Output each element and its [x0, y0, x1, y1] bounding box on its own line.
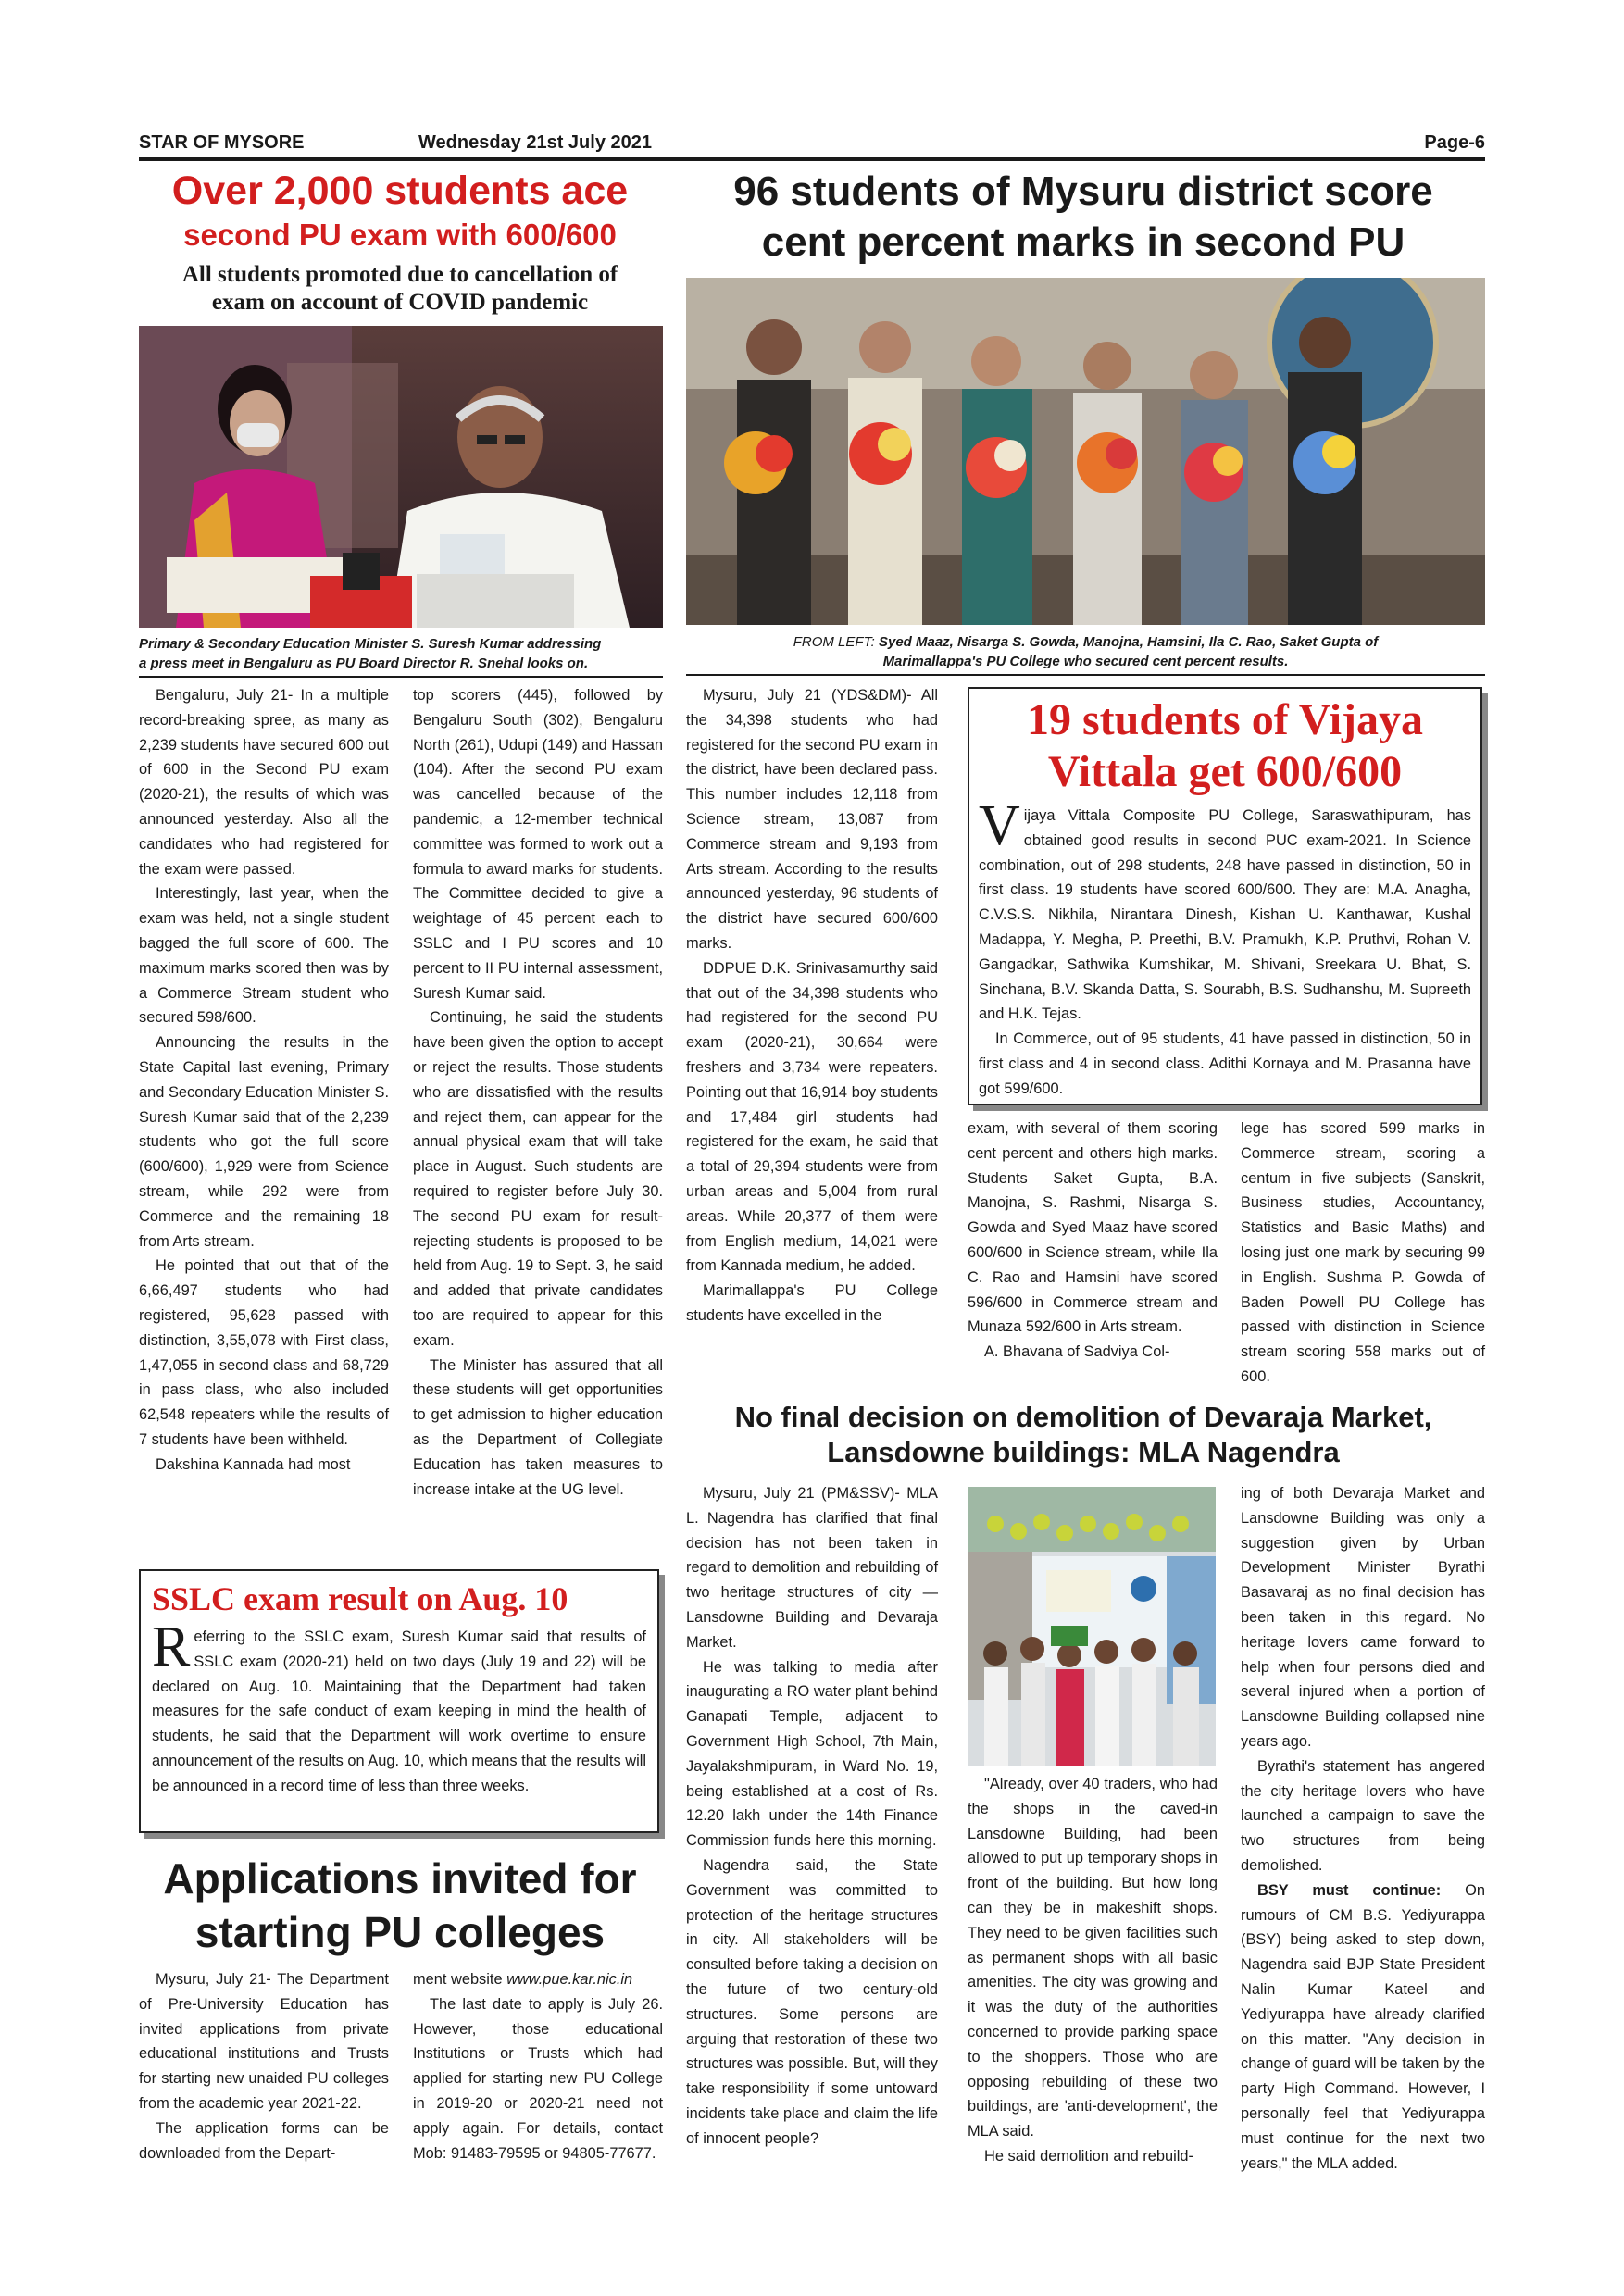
vijaya-paragraph: [979, 794, 1471, 1027]
story1-headline-line1: Over 2,000 students ace: [171, 168, 629, 213]
devaraja-headline-line2: Lansdowne buildings: MLA Nagendra: [827, 1436, 1340, 1468]
sslc-text: eferring to the SSLC exam, Suresh Kumar said that results of SSLC exam (2020-21) held on two days (July 19 and 22) will be declared on Aug. 10. Maintaining that the Department had taken measures for the safe conduct of exam keeping in mind the health of students, he said that the Department will work overtime to ensure announcement of the results on Aug. 10, which means that the results will be announced in a record time of less than three weeks.: [152, 1628, 646, 1794]
applications-lead: ment website: [413, 1971, 507, 1988]
story1-column-1: [139, 683, 389, 1478]
press-meet-caption-2: a press meet in Bengaluru as PU Board Director R. Snehal looks on.: [139, 655, 589, 671]
story2-caption-rule: [686, 674, 1485, 676]
story2-column-3: [1241, 1117, 1485, 1390]
masthead-rule: [139, 157, 1485, 161]
sslc-dropcap: R: [152, 1616, 191, 1678]
ro-plant-photo: [968, 1487, 1216, 1766]
devaraja-paragraph: "Already, over 40 traders, who had the shops in the caved-in Lansdowne Building, had been allowed to put up temporary shops in front of the building. But how long can they be in makeshift shops. They need to be given facilities such as permanent shops with all basic amenities. The city was growing and it was the duty of the authorities concerned to provide parking space to the shoppers. Those who are opposing rebuilding of these two buildings, are 'anti-development', the MLA said.: [968, 1776, 1218, 2140]
story2-headline-line2: cent percent marks in second PU: [761, 219, 1405, 265]
pue-website-link[interactable]: www.pue.kar.nic.in: [506, 1971, 633, 1988]
story2-headline-line1: 96 students of Mysuru district score: [733, 168, 1433, 214]
story2-paragraph: DDPUE D.K. Srinivasamurthy said that out of the 34,398 students who had registered for the second PU exam (2020-21), 30,664 were freshers and 3,734 were repeaters. Pointing out that 16,914 boy students and 17,484 girl students had registered for the exam, he said that a total of 29,394 students were from urban areas and 5,004 from rural areas. While 20,377 of them were from English medium, 14,021 were from Kannada medium, he added.: [686, 959, 938, 1275]
press-meet-photo: [139, 326, 663, 628]
bsy-subhead: BSY must continue:: [1257, 1881, 1442, 1899]
sslc-body: [152, 1616, 646, 1799]
applications-column-1: [139, 1967, 389, 2165]
vijaya-headline-line1: 19 students of Vijaya: [1026, 695, 1424, 744]
story2-paragraph: A. Bhavana of Sadviya Col-: [984, 1343, 1170, 1361]
devaraja-paragraph: Byrathi's statement has angered the city heritage lovers who have launched a campaign to save the two structures from being demolished.: [1241, 1757, 1485, 1874]
vijaya-box: [968, 687, 1482, 1105]
devaraja-paragraph: Mysuru, July 21 (PM&SSV)- MLA L. Nagendra has clarified that final decision has not been taken in regard to demolition and rebuilding of two heritage structures of city — Lansdowne Building and Devaraja Market.: [686, 1485, 938, 1651]
story1-paragraph: Interestingly, last year, when the exam was held, not a single student bagged the full score of 600. The maximum marks scored then was by a Commerce Stream student who secured 598/600.: [139, 885, 389, 1027]
story1-paragraph: Continuing, he said the students have been given the option to accept or reject the results. Those students who are dissatisfied with the results and reject them, can appear for the annual physical exam that will take place in August. Such students are required to register before July 30. The second PU exam for result-rejecting students is proposed to be held from Aug. 19 to Sept. 3, he said and added that private candidates too are required to appear for this exam.: [413, 1009, 663, 1349]
students-caption-1: [686, 632, 1485, 652]
vijaya-paragraph: In Commerce, out of 95 students, 41 have passed in distinction, 50 in first class and 4 in second class. Adithi Kornaya and M. Prasanna have got 599/600.: [979, 1030, 1471, 1097]
story2-paragraph: Mysuru, July 21 (YDS&DM)- All the 34,398 students who had registered for the second PU exam in the district, have been declared pass. This number includes 12,118 from Science stream, 13,087 from Commerce stream and 9,193 from Arts stream. According to the results announced yesterday, 96 students of the district have secured 600/600 marks.: [686, 687, 938, 952]
page-number: Page-6: [1424, 132, 1485, 153]
story2-paragraph: lege has scored 599 marks in Commerce stream, scoring a centum in five subjects (Sanskrit, Business studies, Accountancy, Statistics and Basic Maths) and losing just one mark by securing 99 in English. Sushma P. Gowda of Baden Powell PU College has passed with distinction in Science stream scoring 558 marks out of 600.: [1241, 1120, 1485, 1385]
devaraja-paragraph: He was talking to media after inaugurating a RO water plant behind Ganapati Temple, adjacent to Government High School, 7th Main, Jayalakshmipuram, in Ward No. 19, being established at a cost of Rs. 12.20 lakh under the 14th Finance Commission funds here this morning.: [686, 1658, 938, 1850]
applications-headline-line2: starting PU colleges: [194, 1908, 606, 1956]
vijaya-headline-line2: Vittala get 600/600: [1047, 747, 1403, 796]
sslc-headline: SSLC exam result on Aug. 10: [152, 1580, 568, 1617]
applications-headline-line1: Applications invited for: [163, 1854, 637, 1903]
press-meet-caption-1: Primary & Secondary Education Minister S. Suresh Kumar addressing: [139, 636, 602, 652]
story2-column-1: [686, 683, 938, 1329]
story1-headline-line2: second PU exam with 600/600: [183, 218, 617, 252]
applications-paragraph: Mysuru, July 21- The Department of Pre-University Education has invited applications from private educational institutions and Trusts for starting new unaided PU colleges from the academic year 2021-22.: [139, 1971, 389, 2112]
devaraja-paragraph: ing of both Devaraja Market and Lansdowne Building was only a suggestion given by Urban Development Minister Byrathi Basavaraj as no final decision has been taken in this regard. No heritage lovers came forward to help when four persons died and several injured when a portion of Lansdowne Building collapsed nine years ago.: [1241, 1485, 1485, 1750]
story1-caption-rule: [139, 676, 663, 678]
story1-subhead-line2: exam on account of COVID pandemic: [211, 290, 589, 315]
story1-subhead-line1: All students promoted due to cancellation of: [181, 262, 618, 287]
applications-paragraph: The last date to apply is July 26. However, those educational Institutions or Trusts which had applied for starting new PU College in 2019-20 or 2020-21 need not apply again. For details, contact Mob: 91483-79595 or 94805-77677.: [413, 1995, 663, 2162]
students-caption-names: Syed Maaz, Nisarga S. Gowda, Manojna, Hamsini, Ila C. Rao, Saket Gupta of: [878, 634, 1379, 650]
story1-paragraph: Announcing the results in the State Capital last evening, Primary and Secondary Education Minister S. Suresh Kumar said that of the 2,239 students who got the full score (600/600), 1,929 were from Science stream, while 292 were from Commerce and the remaining 18 from Arts stream.: [139, 1034, 389, 1250]
issue-date: Wednesday 21st July 2021: [418, 132, 652, 153]
story1-paragraph: He pointed that out that of the 6,66,497 students who had registered, 95,628 passed with distinction, 3,55,078 with First class, 1,47,055 in second class and 68,729 in pass class, who also included 62,548 repeaters while the results of 7 students have been withheld.: [139, 1257, 389, 1448]
devaraja-headline-line1: No final decision on demolition of Devaraja Market,: [734, 1401, 1432, 1433]
applications-paragraph: The application forms can be downloaded from the Depart-: [139, 2119, 389, 2162]
story1-column-2: [413, 683, 663, 1502]
paper-name: STAR OF MYSORE: [139, 132, 305, 153]
students-caption-2: Marimallappa's PU College who secured cent percent results.: [882, 654, 1289, 669]
story2-column-2: [968, 1117, 1218, 1365]
bsy-text: On rumours of CM B.S. Yediyurappa (BSY) being asked to step down, Nagendra said BJP State President Nalin Kumar Kateel and Yediyurappa have already clarified on this matter. "Any decision in change of guard will be taken by the party High Command. However, I personally feel that Yediyurappa must continue for the next two years," the MLA added.: [1241, 1881, 1485, 2172]
applications-paragraph: [413, 1967, 663, 1992]
story1-paragraph: Dakshina Kannada had most: [156, 1455, 351, 1473]
vijaya-body: [979, 794, 1471, 1102]
devaraja-column-2: [968, 1772, 1218, 2169]
story2-paragraph: exam, with several of them scoring cent percent and others high marks. Students Saket Gupta, B.A. Manojna, S. Rashmi, Nisarga S. Gowda and Syed Maaz have scored 600/600 in Science stream, while Ila C. Rao and Hamsini have scored 596/600 in Commerce stream and Munaza 592/600 in Arts stream.: [968, 1120, 1218, 1336]
devaraja-paragraph: Nagendra said, the State Government was committed to protection of the heritage structures in city. All stakeholders will be consulted before taking a decision on the future of two century-old structures. Some persons are arguing that restoration of these two structures was possible. But, will they take responsibility if some untoward incidents take place and claim the life of innocent people?: [686, 1856, 938, 2147]
story1-paragraph: Bengaluru, July 21- In a multiple record-breaking spree, as many as 2,239 students have secured 600 out of 600 in the Second PU exam (2020-21), the results of which was announced yesterday. Also all the candidates who had registered for the exam were passed.: [139, 687, 389, 878]
students-photo: [686, 278, 1485, 625]
devaraja-column-3: [1241, 1481, 1485, 2176]
applications-column-2: [413, 1967, 663, 2165]
students-caption-lead: FROM LEFT:: [793, 634, 879, 650]
story2-paragraph: Marimallappa's PU College students have excelled in the: [686, 1282, 938, 1324]
sslc-box: [139, 1569, 659, 1833]
story1-paragraph: top scorers (445), followed by Bengaluru South (302), Bengaluru North (261), Udupi (149) and Hassan (104). After the second PU exam was cancelled because of the pandemic, a 12-member technical committee was formed to work out a formula to award marks for students. The Committee decided to give a weightage of 45 percent each to SSLC and I PU scores and 10 percent to II PU internal assessment, Suresh Kumar said.: [413, 687, 663, 1002]
vijaya-dropcap: V: [979, 794, 1020, 857]
vijaya-text: ijaya Vittala Composite PU College, Saraswathipuram, has obtained good results in second PUC exam-2021. In Science combination, out of 298 students, 248 have passed in distinction, 50 in first class. 19 students have scored 600/600. They are: M.A. Anagha, C.V.S.S. Nikhila, Nirantara Dinesh, Kishan U. Kanthawar, Kushal Madappa, Y. Megha, P. Preethi, B.V. Pramukh, K.P. Pruthvi, Rohan V. Gangadkar, Sathwika Kumshikar, M. Shivani, Sreekara U. Bhat, S. Sinchana, B.V. Skanda Datta, S. Sourabh, B.S. Sudhanshu, M. Supreeth and H.K. Tejas.: [979, 807, 1471, 1023]
devaraja-paragraph: [1241, 1878, 1485, 2177]
devaraja-column-1: [686, 1481, 938, 2152]
story1-paragraph: The Minister has assured that all these students will get opportunities to get admission to higher education as the Department of Collegiate Education has taken measures to increase intake at the UG level.: [413, 1356, 663, 1498]
devaraja-paragraph: He said demolition and rebuild-: [984, 2147, 1193, 2165]
